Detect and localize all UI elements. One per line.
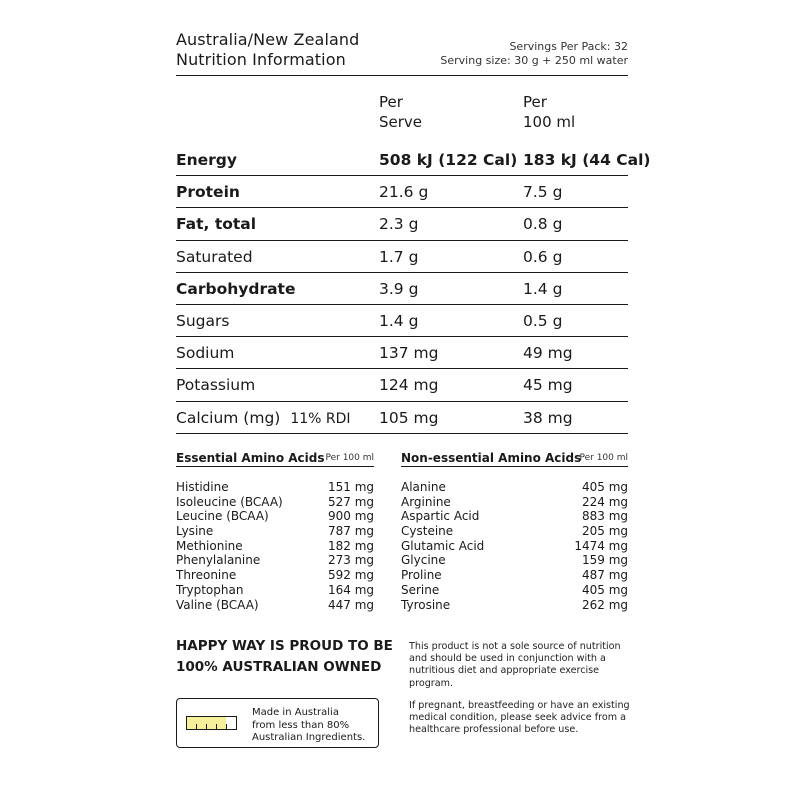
list-item: Proline 487 mg bbox=[401, 568, 628, 583]
per-serve-value: 124 mg bbox=[379, 376, 439, 395]
nonessential-amino-table bbox=[401, 450, 628, 612]
disclaimer bbox=[409, 641, 634, 736]
nutrient-row-sodium bbox=[176, 337, 628, 369]
bar-tick bbox=[206, 724, 207, 729]
panel-title: Australia/New Zealand Nutrition Information bbox=[176, 30, 360, 69]
essential-amino-unit: Per 100 ml bbox=[325, 453, 374, 463]
per-100ml-value: 49 mg bbox=[523, 344, 573, 363]
per-serve-value: 1.7 g bbox=[379, 247, 419, 266]
essential-amino-table bbox=[176, 450, 374, 612]
bar-tick bbox=[216, 724, 217, 729]
nutrient-row-potassium bbox=[176, 369, 628, 401]
australian-ingredients-bar bbox=[186, 716, 237, 730]
nutrient-label: Potassium bbox=[176, 376, 256, 395]
list-item: Aspartic Acid 883 mg bbox=[401, 509, 628, 524]
per-serve-value: 2.3 g bbox=[379, 215, 419, 234]
per-serve-value: 1.4 g bbox=[379, 311, 419, 330]
list-item: Arginine 224 mg bbox=[401, 494, 628, 509]
nutrient-label: Sodium bbox=[176, 344, 235, 363]
list-item: Glutamic Acid 1474 mg bbox=[401, 538, 628, 553]
australian-owned-statement: HAPPY WAY IS PROUD TO BE 100% AUSTRALIAN OWNED bbox=[176, 638, 393, 675]
list-item: Methionine 182 mg bbox=[176, 538, 374, 553]
nonessential-amino-unit: Per 100 ml bbox=[579, 453, 628, 463]
list-item: Glycine 159 mg bbox=[401, 553, 628, 568]
per-100ml-value: 7.5 g bbox=[523, 183, 563, 202]
nutrient-row-saturated bbox=[176, 241, 628, 273]
list-item: Alanine 405 mg bbox=[401, 480, 628, 494]
per-serve-value: 508 kJ (122 Cal) bbox=[379, 151, 518, 169]
disclaimer-medical: If pregnant, breastfeeding or have an existing medical condition, please seek advice from a healthcare professional before use. bbox=[409, 699, 630, 736]
made-in-australia-label bbox=[176, 698, 379, 748]
per-100ml-value: 38 mg bbox=[523, 408, 573, 427]
servings-per-pack: Servings Per Pack: 32 bbox=[509, 40, 628, 53]
list-item: Lysine 787 mg bbox=[176, 524, 374, 539]
list-item: Tryptophan 164 mg bbox=[176, 582, 374, 597]
nutrient-label: Energy bbox=[176, 151, 237, 169]
per-100ml-value: 0.5 g bbox=[523, 311, 563, 330]
made-in-text: Made in Australia from less than 80% Australian Ingredients. bbox=[252, 707, 366, 743]
per-100ml-value: 0.6 g bbox=[523, 247, 563, 266]
nonessential-amino-list bbox=[401, 480, 628, 612]
list-item: Phenylalanine 273 mg bbox=[176, 553, 374, 568]
nonessential-amino-header bbox=[401, 450, 628, 467]
per-100ml-value: 183 kJ (44 Cal) bbox=[523, 151, 651, 169]
nutrient-row-fat-total bbox=[176, 208, 628, 240]
nutrient-label: Calcium (mg) 11% RDI bbox=[176, 408, 351, 427]
nutrient-row-energy bbox=[176, 144, 651, 176]
nutrient-label: Sugars bbox=[176, 311, 230, 330]
nutrient-label: Protein bbox=[176, 183, 240, 202]
list-item: Serine 405 mg bbox=[401, 582, 628, 597]
nutrient-row-sugars bbox=[176, 305, 628, 337]
nutrient-label: Carbohydrate bbox=[176, 279, 296, 298]
list-item: Threonine 592 mg bbox=[176, 568, 374, 583]
serving-info bbox=[440, 40, 628, 68]
per-serve-value: 3.9 g bbox=[379, 279, 419, 298]
per-serve-value: 21.6 g bbox=[379, 183, 429, 202]
per-100ml-value: 0.8 g bbox=[523, 215, 563, 234]
nutrition-header bbox=[176, 30, 628, 76]
list-item: Tyrosine 262 mg bbox=[401, 597, 628, 612]
essential-amino-title: Essential Amino Acids bbox=[176, 451, 325, 465]
per-serve-value: 105 mg bbox=[379, 408, 439, 427]
list-item: Isoleucine (BCAA) 527 mg bbox=[176, 494, 374, 509]
column-headings bbox=[176, 76, 628, 144]
bar-tick bbox=[226, 724, 227, 729]
nutrient-row-carbohydrate bbox=[176, 273, 628, 305]
list-item: Leucine (BCAA) 900 mg bbox=[176, 509, 374, 524]
serving-size: Serving size: 30 g + 250 ml water bbox=[440, 54, 628, 67]
nutrient-row-calcium bbox=[176, 402, 628, 434]
essential-amino-header bbox=[176, 450, 374, 467]
per-100ml-value: 45 mg bbox=[523, 376, 573, 395]
rdi-badge: 11% RDI bbox=[290, 410, 351, 427]
nutrient-label: Saturated bbox=[176, 247, 253, 266]
list-item: Histidine 151 mg bbox=[176, 480, 374, 494]
nutrient-label: Fat, total bbox=[176, 215, 257, 234]
disclaimer-nutrition: This product is not a sole source of nutrition and should be used in conjunction with a nutritious diet and appropriate exercise program. bbox=[409, 641, 621, 689]
nonessential-amino-title: Non-essential Amino Acids bbox=[401, 451, 582, 465]
essential-amino-list bbox=[176, 480, 374, 612]
list-item: Cysteine 205 mg bbox=[401, 524, 628, 539]
list-item: Valine (BCAA) 447 mg bbox=[176, 597, 374, 612]
per-100ml-heading: Per 100 ml bbox=[523, 93, 576, 131]
bar-tick bbox=[196, 724, 197, 729]
per-100ml-value: 1.4 g bbox=[523, 279, 563, 298]
nutrition-panel bbox=[176, 30, 651, 434]
nutrient-row-protein bbox=[176, 176, 628, 208]
per-serve-heading: Per Serve bbox=[379, 93, 423, 131]
per-serve-value: 137 mg bbox=[379, 344, 439, 363]
